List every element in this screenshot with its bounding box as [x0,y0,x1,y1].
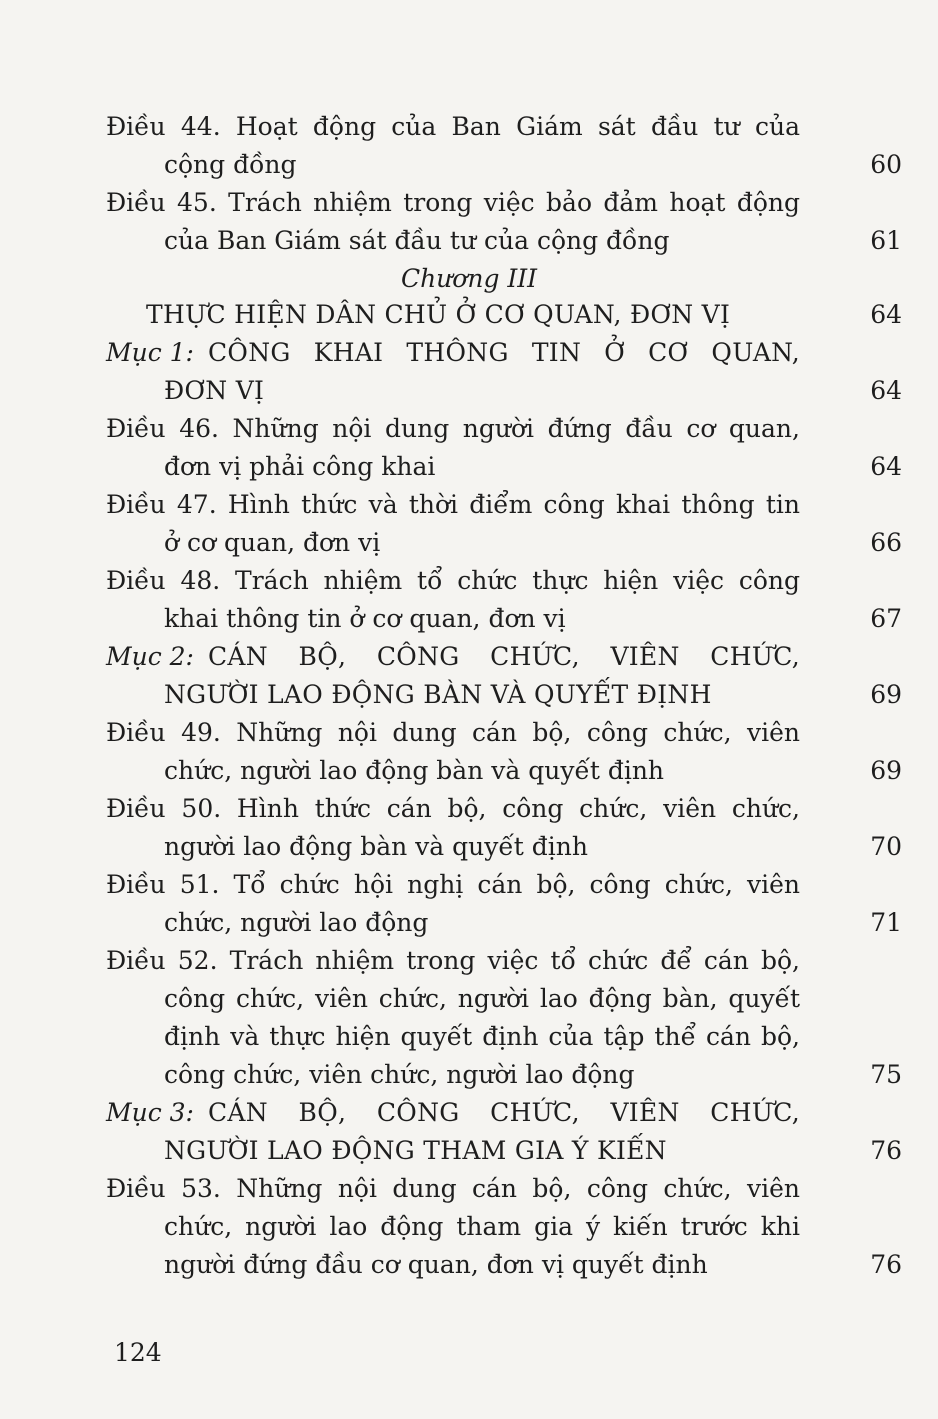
toc-page-number: 71 [870,908,902,937]
toc-line: người đứng đầu cơ quan, đơn vị quyết định [164,1250,708,1279]
toc-page-number: 76 [870,1250,902,1279]
toc-page-number: 60 [870,150,902,179]
toc-line: khai thông tin ở cơ quan, đơn vị [164,604,566,633]
toc-line: cộng đồng [164,150,297,179]
toc-page-number: 64 [870,300,902,329]
toc-line: NGƯỜI LAO ĐỘNG BÀN VÀ QUYẾT ĐỊNH [164,680,712,709]
toc-page-number: 69 [870,756,902,785]
toc-line: Điều 52. Trách nhiệm trong việc tổ chức để cán bộ, [106,946,800,975]
toc-line: Điều 46. Những nội dung người đứng đầu cơ quan, [106,414,800,443]
section-title: CÔNG KHAI THÔNG TIN Ở CƠ QUAN, [207,338,800,367]
toc-page-number: 70 [870,832,902,861]
toc-line: đơn vị phải công khai [164,452,436,481]
section-prefix: Mục 3: [106,1098,194,1127]
toc-line: Điều 47. Hình thức và thời điểm công khai thông tin [106,490,800,519]
toc-line: công chức, viên chức, người lao động [164,1060,635,1089]
toc-line: chức, người lao động bàn và quyết định [164,756,665,785]
toc-page-number: 67 [870,604,902,633]
toc-line: ĐƠN VỊ [164,376,265,405]
toc-line: chức, người lao động [164,908,429,937]
toc-line: người lao động bàn và quyết định [164,832,588,861]
toc-page-number: 69 [870,680,902,709]
toc-line [106,638,800,676]
toc-line: Điều 53. Những nội dung cán bộ, công chức, viên [106,1174,800,1203]
toc-page-number: 76 [870,1136,902,1165]
chapter-title: THỰC HIỆN DÂN CHỦ Ở CƠ QUAN, ĐƠN VỊ [146,300,731,329]
toc-line [106,334,800,372]
toc-line: Điều 48. Trách nhiệm tổ chức thực hiện việc công [106,566,800,595]
toc-line: Điều 45. Trách nhiệm trong việc bảo đảm hoạt động [106,188,800,217]
toc-line: Điều 51. Tổ chức hội nghị cán bộ, công chức, viên [106,870,800,899]
toc-page-number: 66 [870,528,902,557]
toc-line: Điều 49. Những nội dung cán bộ, công chức, viên [106,718,800,747]
toc-page-number: 64 [870,376,902,405]
toc-line: của Ban Giám sát đầu tư của cộng đồng [164,226,670,255]
section-prefix: Mục 2: [106,642,194,671]
toc-line: ở cơ quan, đơn vị [164,528,381,557]
toc-line: định và thực hiện quyết định của tập thể cán bộ, [164,1022,800,1051]
toc-page-number: 64 [870,452,902,481]
toc-page-number: 61 [870,226,902,255]
toc-line: Điều 50. Hình thức cán bộ, công chức, viên chức, [106,794,800,823]
section-title: CÁN BỘ, CÔNG CHỨC, VIÊN CHỨC, [207,642,800,671]
toc-line: NGƯỜI LAO ĐỘNG THAM GIA Ý KIẾN [164,1136,667,1165]
page-folio: 124 [114,1338,162,1367]
chapter-heading: Chương III [400,264,538,293]
toc-line [106,1094,800,1132]
toc-line: công chức, viên chức, người lao động bàn, quyết [164,984,800,1013]
section-title: CÁN BỘ, CÔNG CHỨC, VIÊN CHỨC, [207,1098,800,1127]
toc-line: chức, người lao động tham gia ý kiến trước khi [164,1212,800,1241]
toc-page-number: 75 [870,1060,902,1089]
toc-line: Điều 44. Hoạt động của Ban Giám sát đầu tư của [106,112,800,141]
section-prefix: Mục 1: [106,338,194,367]
